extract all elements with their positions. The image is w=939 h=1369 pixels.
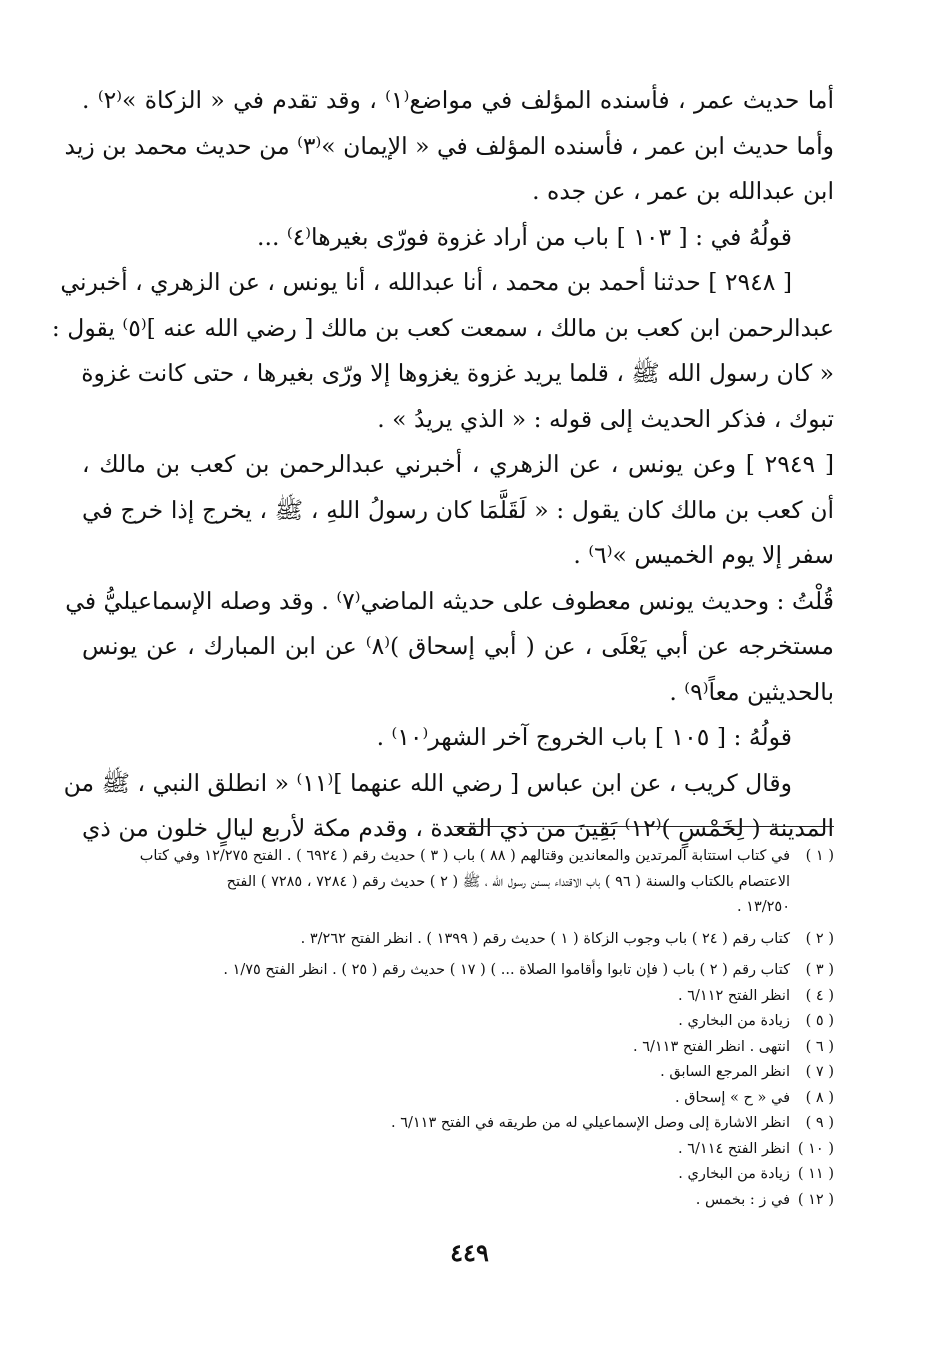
footnote-3 [106, 958, 834, 984]
footnote-text: في « ح » إسحاق . [675, 1089, 790, 1106]
footnote-number: ( ٤ ) [805, 987, 834, 1004]
section-heading-103: قولُهُ في : [ ١٠٣ ] باب من أراد غزوة فورّى بغيرها⁽٤⁾ ... [257, 222, 792, 251]
footnote-number [790, 895, 834, 921]
footnote-text: انظر الفتح ٦/١١٤ . [678, 1140, 790, 1157]
footnote-number [790, 870, 834, 896]
footnote-text: ١٣/٢٥٠ . [736, 899, 790, 915]
footnote-text: كتاب رقم ( ٢ ) باب ( فإن تابوا وأقاموا الصلاة ... ) ( ١٧ ) حديث رقم ( ٢٥ ) . انظر الفتح ١/٧٥ . [223, 962, 790, 978]
footnote-number: ( ٧ ) [805, 1064, 834, 1080]
hadith-2948-line-4: تبوك ، فذكر الحديث إلى قوله : « الذي يريدُ » . [377, 404, 834, 433]
page-number: ٤٤٩ [450, 1238, 489, 1267]
footnote-divider [454, 826, 834, 827]
footnote-number: ( ٨ ) [805, 1089, 834, 1106]
footnote-text: انظر الفتح ٦/١١٢ . [678, 987, 790, 1004]
footnote-text: الاعتصام بالكتاب والسنة ( ٩٦ ) باب الاقتداء بسنن رسول الله ، ﷺ ( ٢ ) حديث رقم ( ٧٢٨٤ ، ٧٢٨٥ ) الفتح [226, 873, 790, 890]
hadith-2949-line-1: [ ٢٩٤٩ ] وعن يونس ، عن الزهري ، أخبرني عبدالرحمن بن كعب بن مالك ، [82, 450, 834, 478]
footnote-1 [106, 844, 834, 870]
section-heading-105: قولُهُ : [ ١٠٥ ] باب الخروج آخر الشهر⁽١٠⁾ . [376, 723, 792, 751]
footnote-number: ( ٥ ) [805, 1013, 834, 1029]
footnote-number: ( ٩ ) [805, 1115, 834, 1131]
footnote-number: ( ١ ) [805, 848, 834, 864]
main-text [51, 78, 834, 852]
footnotes [106, 844, 834, 1213]
footnote-number: ( ١٠ ) [797, 1140, 834, 1157]
footnote-number: ( ٦ ) [805, 1038, 834, 1055]
footnote-number: ( ٢ ) [805, 930, 834, 947]
footnote-8 [106, 1086, 834, 1112]
commentary-line-2: مستخرجه عن أبي يَعْلَى ، عن ( أبي إسحاق )⁽٨⁾ عن ابن المبارك ، عن يونس [82, 632, 834, 660]
footnote-number: ( ٣ ) [805, 962, 834, 978]
body-line-1: أما حديث عمر ، فأسنده المؤلف في مواضع⁽١⁾ ، وقد تقدم في « الزكاة »⁽٢⁾ . [82, 86, 834, 114]
hadith-2948-line-1: [ ٢٩٤٨ ] حدثنا أحمد بن محمد ، أنا عبدالله ، أنا يونس ، عن الزهري ، أخبرني [60, 268, 792, 296]
footnote-text: في كتاب استتابة المرتدين والمعاندين وقتالهم ( ٨٨ ) باب ( ٣ ) حديث رقم ( ٦٩٢٤ ) . الفتح ١٢/٢٧٥ وفي كتاب [139, 848, 790, 864]
footnote-text: كتاب رقم ( ٢٤ ) باب وجوب الزكاة ( ١ ) حديث رقم ( ١٣٩٩ ) . انظر الفتح ٣/٢٦٢ . [300, 930, 790, 947]
footnote-text: انتهى . انظر الفتح ٦/١١٣ . [633, 1038, 790, 1055]
footnote-10 [106, 1137, 834, 1163]
footnote-9 [106, 1111, 834, 1137]
hadith-2949-line-3: سفر إلا يوم الخميس »⁽٦⁾ . [573, 541, 834, 569]
footnote-1-cont-2 [106, 895, 834, 921]
footnote-1-cont-1 [106, 870, 834, 896]
footnote-text: زيادة من البخاري . [678, 1013, 790, 1029]
footnote-number: ( ١١ ) [797, 1166, 834, 1182]
hadith-2948-line-2: عبدالرحمن ابن كعب بن مالك ، سمعت كعب بن مالك [ رضي الله عنه ]⁽٥⁾ يقول : [51, 313, 834, 342]
body-line-2: وأما حديث ابن عمر ، فأسنده المؤلف في « الإيمان »⁽٣⁾ من حديث محمد بن زيد [64, 131, 834, 160]
body-line-3: ابن عبدالله بن عمر ، عن جده . [532, 177, 834, 205]
hadith-2948-line-3: « كان رسول الله ﷺ ، قلما يريد غزوة يغزوها إلا ورّى بغيرها ، حتى كانت غزوة [81, 359, 834, 387]
footnote-12 [106, 1188, 834, 1214]
kurayb-line-1: وقال كريب ، عن ابن عباس [ رضي الله عنهما ]⁽١١⁾ « انطلق النبي ، ﷺ من [63, 768, 792, 797]
commentary-line-3: بالحديثين معاً⁽٩⁾ . [669, 677, 834, 706]
footnote-6 [106, 1035, 834, 1061]
footnote-2 [106, 927, 834, 953]
footnote-text: انظر المرجع السابق . [660, 1064, 790, 1080]
footnote-4 [106, 984, 834, 1010]
footnote-5 [106, 1009, 834, 1035]
footnote-text: زيادة من البخاري . [678, 1166, 790, 1182]
footnote-text: في ز : بخمس . [695, 1191, 790, 1208]
commentary-line-1: قُلْتُ : وحديث يونس معطوف على حديثه الماضي⁽٧⁾ . وقد وصله الإسماعيليُّ في [65, 586, 834, 615]
footnote-number: ( ١٢ ) [797, 1191, 834, 1208]
footnote-11 [106, 1162, 834, 1188]
footnote-text: انظر الاشارة إلى وصل الإسماعيلي له من طريقه في الفتح ٦/١١٣ . [391, 1115, 790, 1131]
hadith-2949-line-2: أن كعب بن مالك كان يقول : « لَقَلَّمَا كان رسولُ اللهِ ، ﷺ ، يخرج إذا خرج في [82, 495, 834, 524]
kurayb-line-2: المدينة ( لِخَمْسٍ )⁽١٢⁾ بَقِينَ من ذي القعدة ، وقدم مكة لأربع ليالٍ خلون من ذي [82, 814, 834, 842]
footnote-7 [106, 1060, 834, 1086]
